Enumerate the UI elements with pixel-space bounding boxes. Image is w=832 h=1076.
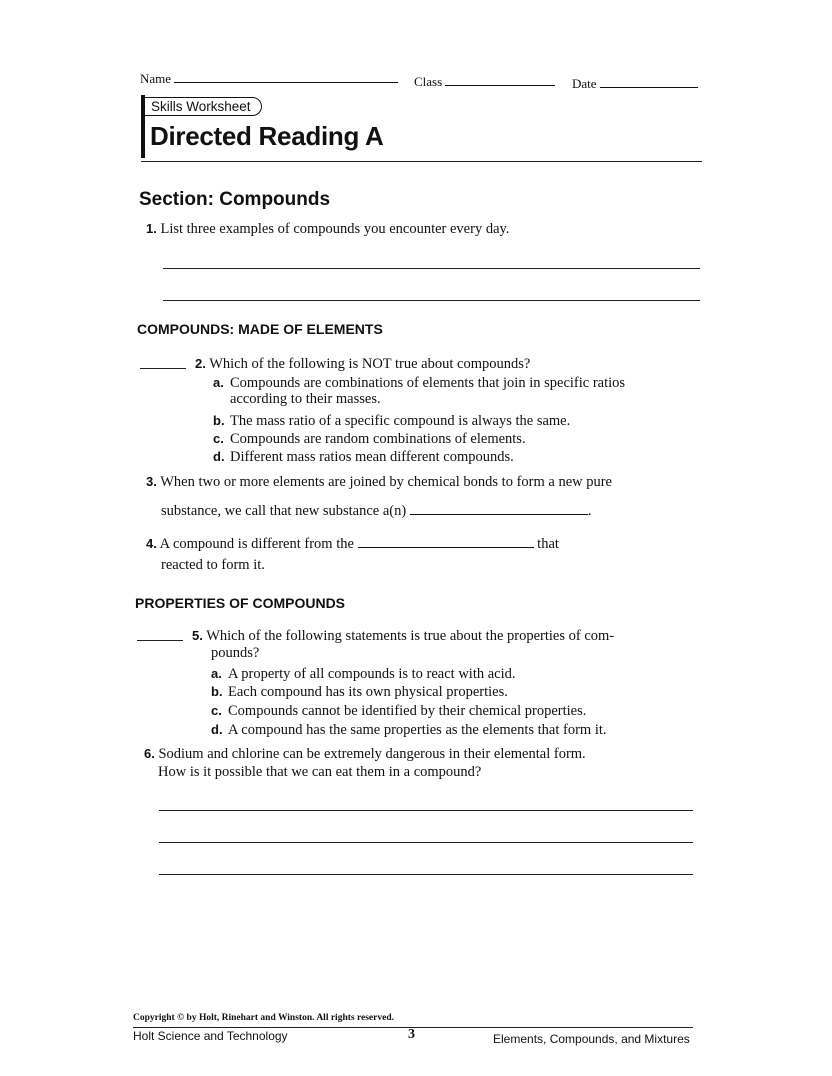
q5-option-a-letter: a. xyxy=(211,666,222,681)
q2-option-b[interactable] xyxy=(213,412,570,430)
q2-option-a-text: Compounds are combinations of elements that join in specific ratios xyxy=(230,375,626,391)
q1-answer-line-1[interactable] xyxy=(163,268,700,269)
question-6 xyxy=(144,745,586,763)
class-field[interactable] xyxy=(414,74,555,90)
q3-period: . xyxy=(587,503,592,519)
subheading-made-of-elements: COMPOUNDS: MADE OF ELEMENTS xyxy=(137,321,383,337)
q1-text: List three examples of compounds you encounter every day. xyxy=(160,221,510,237)
question-3-line2 xyxy=(161,503,591,520)
question-5 xyxy=(192,627,614,645)
q2-option-c-letter: c. xyxy=(213,431,224,446)
q2-option-a[interactable] xyxy=(213,374,625,392)
copyright: Copyright © by Holt, Rinehart and Winston. All rights reserved. xyxy=(133,1013,394,1023)
q4-answer-blank[interactable] xyxy=(358,546,534,548)
subheading-properties: PROPERTIES OF COMPOUNDS xyxy=(135,595,346,611)
name-field[interactable] xyxy=(140,71,398,87)
q6-answer-line-1[interactable] xyxy=(159,810,693,811)
q3-text-line1: When two or more elements are joined by chemical bonds to form a new pure xyxy=(160,474,612,490)
q5-option-a[interactable] xyxy=(211,665,516,683)
q5-answer-blank[interactable] xyxy=(137,640,183,641)
q6-number: 6. xyxy=(144,746,155,761)
date-blank[interactable] xyxy=(600,86,698,88)
footer-publisher: Holt Science and Technology xyxy=(133,1029,288,1043)
name-label: Name xyxy=(140,71,172,86)
q4-text-end: that xyxy=(537,536,559,552)
question-4 xyxy=(146,535,559,553)
q5-option-d-letter: d. xyxy=(211,722,223,737)
q2-option-c-text: Compounds are random combinations of elements. xyxy=(230,431,526,447)
q5-option-c[interactable] xyxy=(211,702,586,720)
q3-text-line2: substance, we call that new substance a(n) xyxy=(161,503,407,519)
q6-answer-line-3[interactable] xyxy=(159,874,693,875)
q2-option-c[interactable] xyxy=(213,430,526,448)
date-label: Date xyxy=(572,76,597,91)
q2-number: 2. xyxy=(195,356,206,371)
footer-book-title: Elements, Compounds, and Mixtures xyxy=(493,1032,690,1046)
q6-text-line2: How is it possible that we can eat them in a compound? xyxy=(158,764,482,780)
q2-option-a-letter: a. xyxy=(213,375,224,390)
q5-option-b[interactable] xyxy=(211,683,508,701)
q5-text-line2: pounds? xyxy=(211,645,260,661)
q6-answer-line-2[interactable] xyxy=(159,842,693,843)
q2-text: Which of the following is NOT true about compounds? xyxy=(209,356,531,372)
q5-option-d[interactable] xyxy=(211,721,607,739)
q2-option-d-letter: d. xyxy=(213,449,225,464)
page-number: 3 xyxy=(408,1027,415,1042)
q2-option-b-text: The mass ratio of a specific compound is always the same. xyxy=(230,413,571,429)
q5-number: 5. xyxy=(192,628,203,643)
q5-text-line1: Which of the following statements is true about the properties of com- xyxy=(206,628,615,644)
class-blank[interactable] xyxy=(445,84,555,86)
q1-number: 1. xyxy=(146,221,157,236)
q4-text-start: A compound is different from the xyxy=(159,536,354,552)
question-1 xyxy=(146,220,509,238)
q2-option-d-text: Different mass ratios mean different compounds. xyxy=(230,449,514,465)
page-title: Directed Reading A xyxy=(150,121,384,151)
q2-answer-blank[interactable] xyxy=(140,368,186,369)
question-2 xyxy=(195,355,530,373)
q5-option-c-letter: c. xyxy=(211,703,222,718)
date-field[interactable] xyxy=(572,76,698,92)
q5-option-b-text: Each compound has its own physical properties. xyxy=(228,684,508,700)
q4-text-line2: reacted to form it. xyxy=(161,557,265,573)
q2-option-b-letter: b. xyxy=(213,413,225,428)
section-title: Section: Compounds xyxy=(139,189,331,210)
class-label: Class xyxy=(414,74,443,89)
q4-number: 4. xyxy=(146,536,157,551)
q3-answer-blank[interactable] xyxy=(410,513,588,515)
q1-answer-line-2[interactable] xyxy=(163,300,700,301)
worksheet-tag: Skills Worksheet xyxy=(145,97,262,116)
q5-option-a-text: A property of all compounds is to react with acid. xyxy=(228,666,516,682)
q5-option-b-letter: b. xyxy=(211,684,223,699)
question-3 xyxy=(146,473,612,491)
q5-option-d-text: A compound has the same properties as the elements that form it. xyxy=(228,722,607,738)
q2-option-d[interactable] xyxy=(213,448,514,466)
q6-text-line1: Sodium and chlorine can be extremely dangerous in their elemental form. xyxy=(158,746,586,762)
q5-option-c-text: Compounds cannot be identified by their chemical properties. xyxy=(228,703,587,719)
title-rule xyxy=(141,161,702,162)
name-blank[interactable] xyxy=(174,81,398,83)
q3-number: 3. xyxy=(146,474,157,489)
q2-option-a-cont: according to their masses. xyxy=(230,391,381,407)
